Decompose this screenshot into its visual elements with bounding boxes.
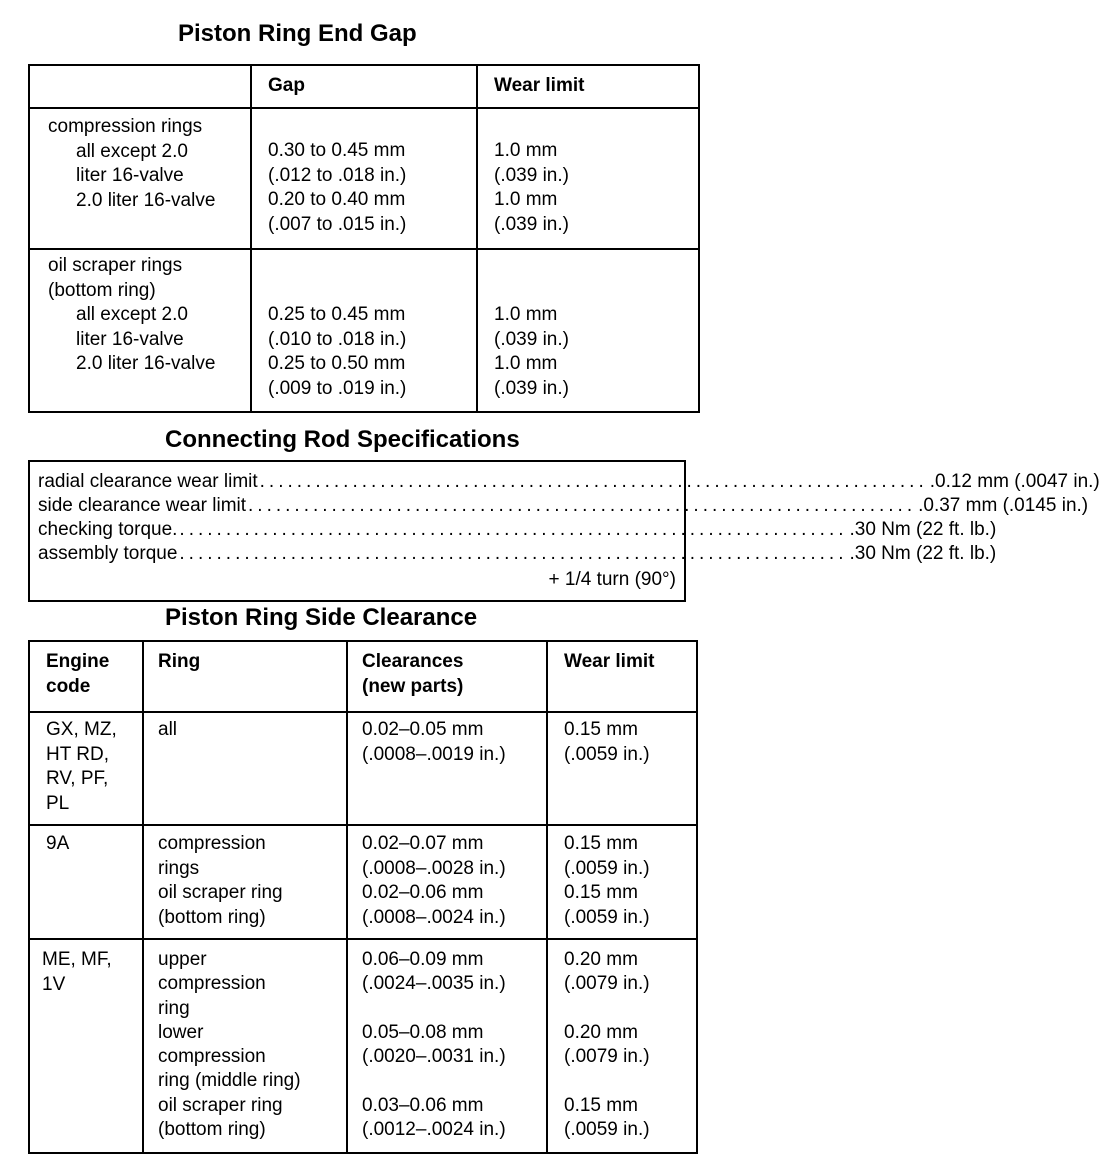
side-clearance-table: [28, 640, 698, 1154]
engine-code-cell: GX, MZ, HT RD, RV, PF, PL: [46, 719, 117, 814]
oil-scraper-rings-label: oil scraper rings (bottom ring) all except 2.0 liter 16-valve 2.0 liter 16-valve: [48, 255, 216, 374]
ring-header: Ring: [158, 651, 201, 672]
compression-rings-label: compression rings all except 2.0 liter 16-valve 2.0 liter 16-valve: [48, 116, 216, 211]
wear-limit-cell: 0.15 mm (.0059 in.) 0.15 mm (.0059 in.): [564, 833, 650, 928]
spec-row: checking torque. ........................................................................ .30 Nm (22 ft. lb.): [38, 518, 997, 540]
ring-cell: compression rings oil scraper ring (bottom ring): [158, 833, 283, 928]
clearances-header: Clearances (new parts): [362, 651, 464, 697]
compression-rings-gap: 0.30 to 0.45 mm (.012 to .018 in.) 0.20 to 0.40 mm (.007 to .015 in.): [268, 140, 407, 235]
compression-rings-wear: 1.0 mm (.039 in.) 1.0 mm (.039 in.): [494, 140, 569, 235]
spec-row: assembly torque ........................................................................ .30 Nm (22 ft. lb.): [38, 542, 997, 564]
ring-cell: all: [158, 719, 178, 740]
row-divider: [30, 248, 698, 250]
wear-limit-cell: 0.15 mm (.0059 in.): [564, 719, 650, 765]
conrod-spec-box: [28, 460, 1100, 602]
engine-code-header: Engine code: [46, 651, 110, 697]
side-clearance-title: Piston Ring Side Clearance: [165, 604, 478, 631]
ring-cell: upper compression ring lower compression ring (middle ring) oil scraper ring (bottom ring): [158, 949, 301, 1141]
end-gap-table: [28, 64, 700, 413]
header-divider: [30, 107, 698, 109]
wear-limit-header: Wear limit: [564, 651, 655, 672]
end-gap-title: Piston Ring End Gap: [178, 20, 417, 47]
column-divider: [142, 642, 144, 1152]
row-divider: [30, 938, 696, 940]
clearance-cell: 0.02–0.05 mm (.0008–.0019 in.): [362, 719, 506, 765]
clearance-cell: 0.06–0.09 mm (.0024–.0035 in.) 0.05–0.08 mm (.0020–.0031 in.) 0.03–0.06 mm (.0012–.0024 in.): [362, 949, 506, 1141]
spec-row: side clearance wear limit ........................................................................ .0.37 mm (.0145 in.): [38, 494, 1089, 516]
wear-limit-cell: 0.20 mm (.0079 in.) 0.20 mm (.0079 in.) 0.15 mm (.0059 in.): [564, 949, 650, 1141]
engine-code-cell: 9A: [46, 833, 70, 854]
assembly-torque-extra: + 1/4 turn (90°): [548, 569, 676, 590]
conrod-title: Connecting Rod Specifications: [165, 426, 520, 453]
column-divider: [346, 642, 348, 1152]
header-divider: [30, 711, 696, 713]
engine-code-cell: ME, MF, 1V: [42, 949, 112, 995]
spec-row: radial clearance wear limit ........................................................................ .0.12 mm (.0047 in.): [38, 470, 1100, 492]
oil-scraper-rings-gap: 0.25 to 0.45 mm (.010 to .018 in.) 0.25 to 0.50 mm (.009 to .019 in.): [268, 304, 407, 399]
wear-limit-header: Wear limit: [494, 75, 585, 96]
oil-scraper-rings-wear: 1.0 mm (.039 in.) 1.0 mm (.039 in.): [494, 304, 569, 399]
column-divider: [546, 642, 548, 1152]
gap-header: Gap: [268, 75, 305, 96]
column-divider: [476, 66, 478, 411]
column-divider: [250, 66, 252, 411]
clearance-cell: 0.02–0.07 mm (.0008–.0028 in.) 0.02–0.06 mm (.0008–.0024 in.): [362, 833, 506, 928]
row-divider: [30, 824, 696, 826]
